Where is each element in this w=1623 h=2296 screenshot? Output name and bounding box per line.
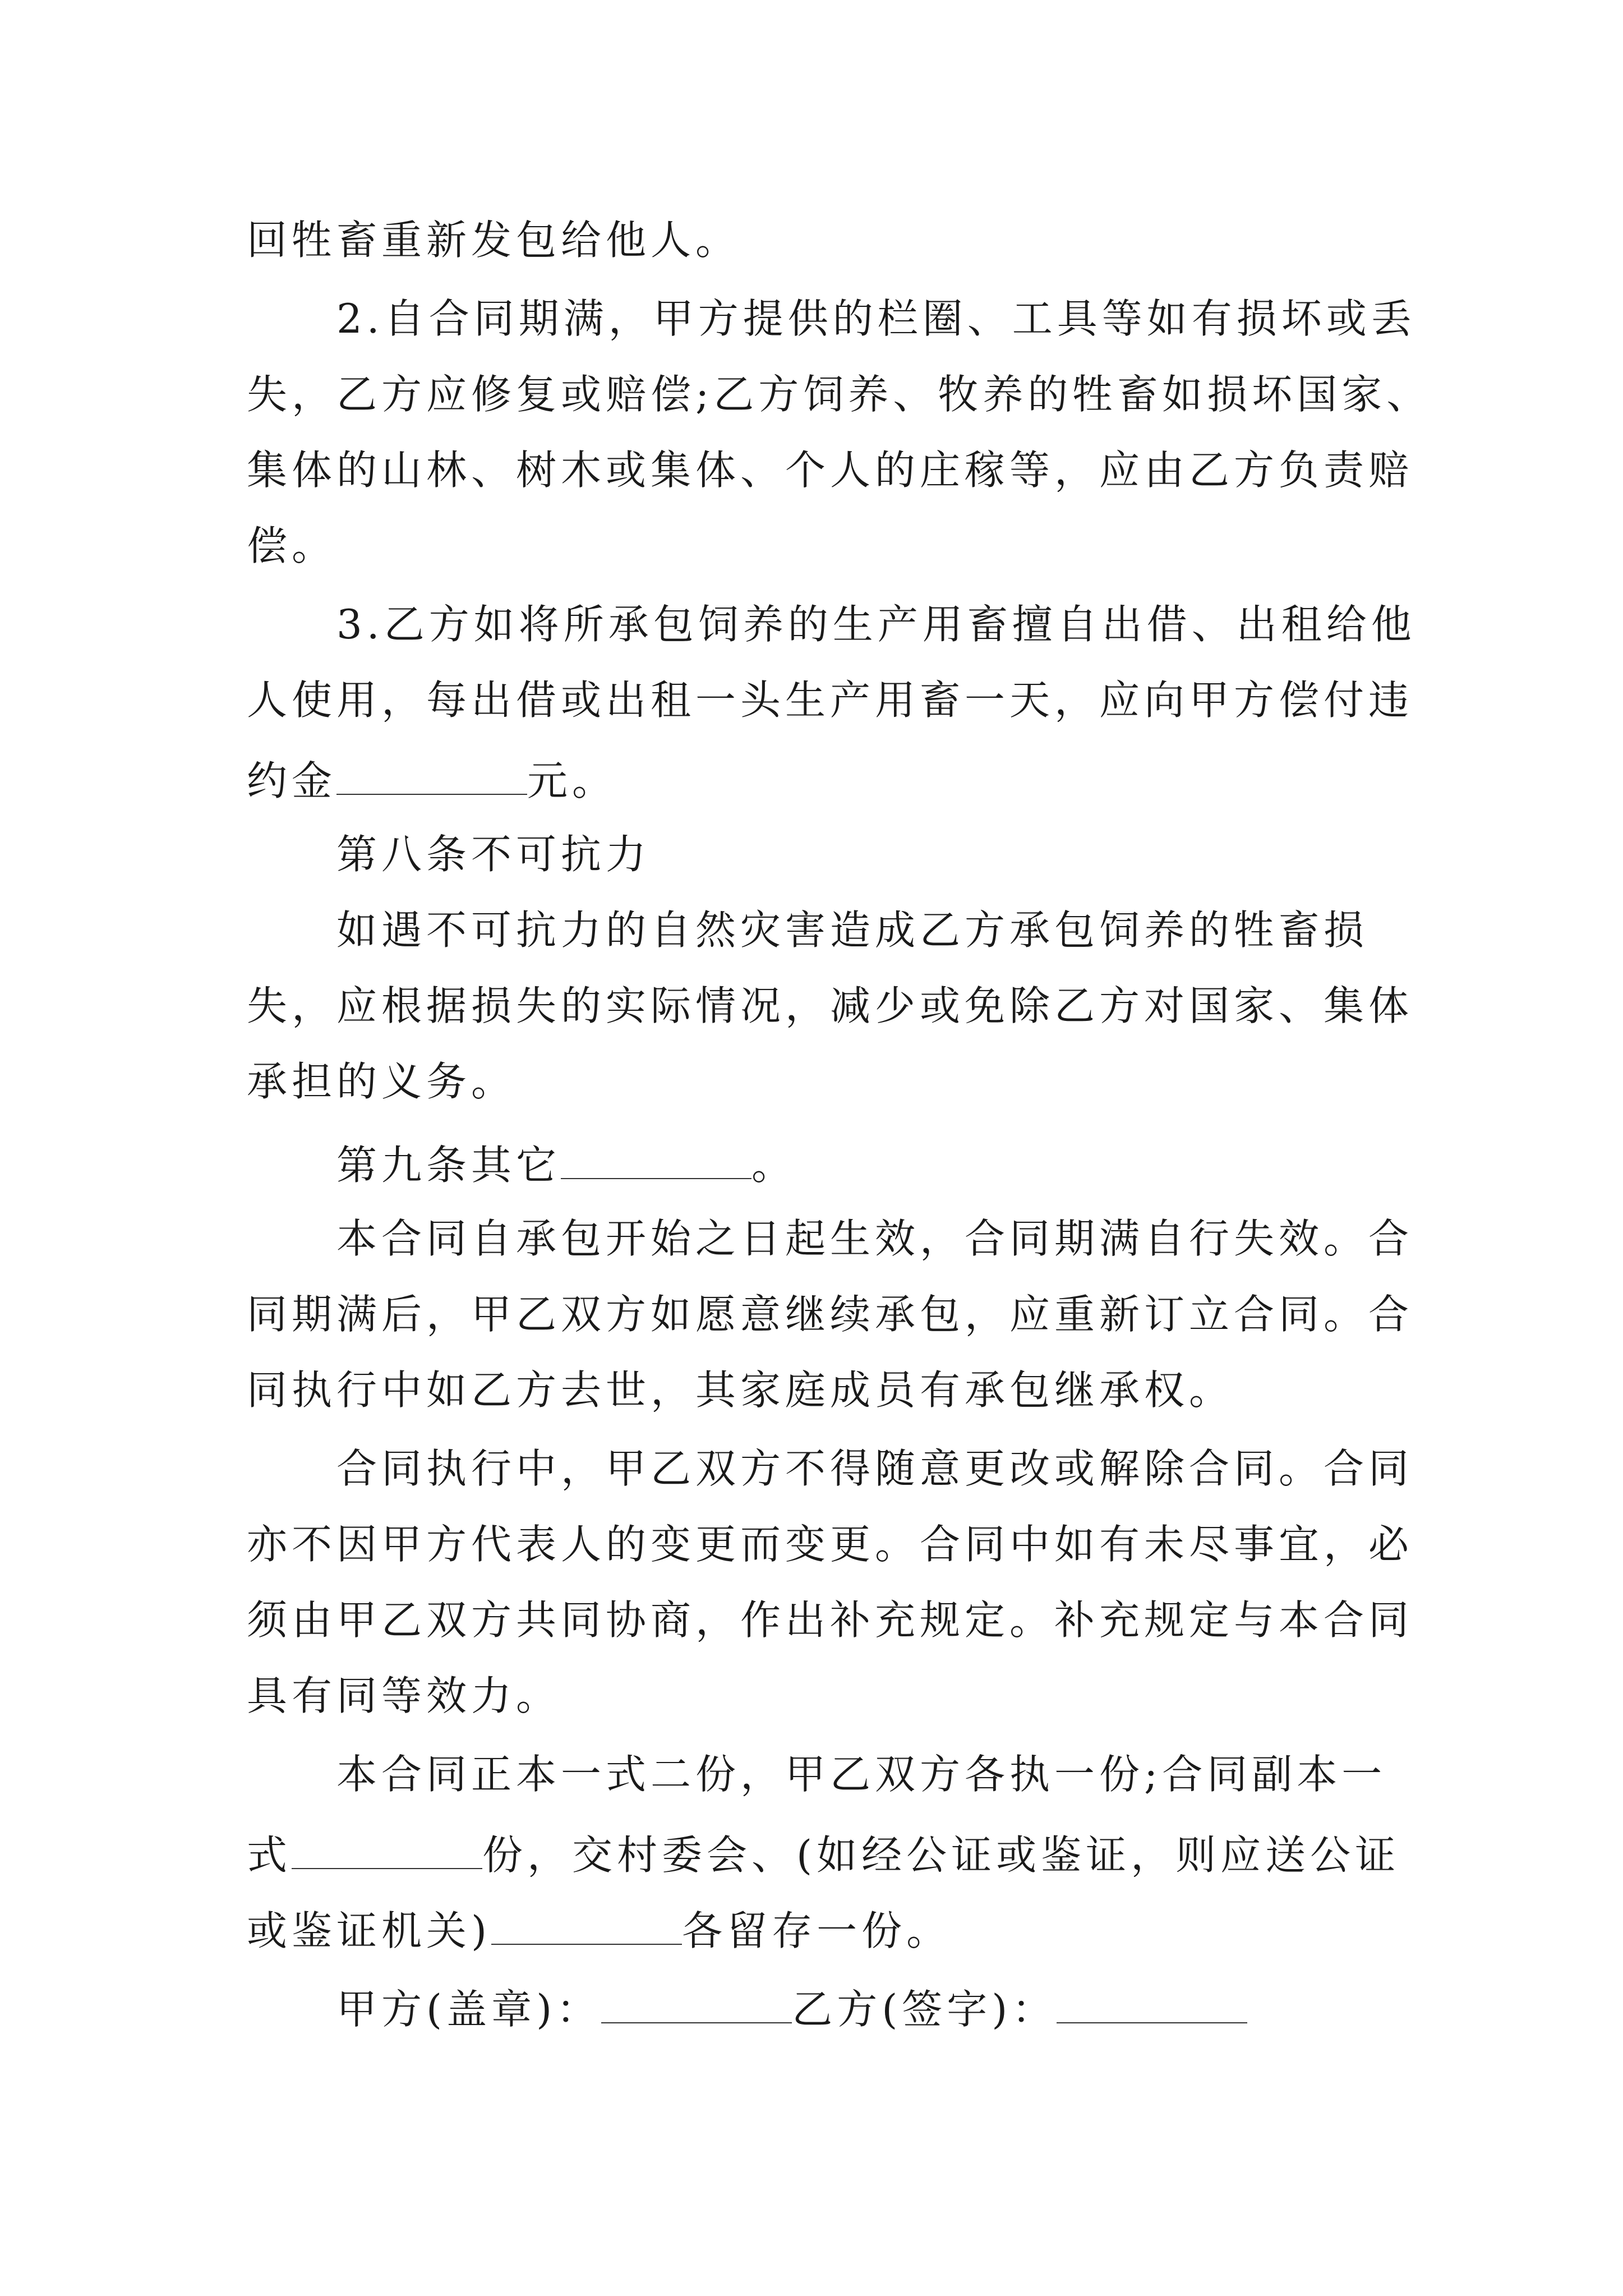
- paragraph-line: [247, 367, 1431, 429]
- paragraph-line: [247, 1287, 1413, 1349]
- text-line: 亦不因甲方代表人的变更而变更。合同中如有未尽事宜，必: [247, 1521, 1414, 1568]
- party-a-label: 甲方(盖章)：: [336, 1986, 602, 2033]
- text-line: 人使用，每出借或出租一头生产用畜一天，应向甲方偿付违: [247, 677, 1414, 724]
- fill-in-blank[interactable]: [561, 1133, 751, 1179]
- text-line: 约金: [247, 757, 337, 804]
- paragraph-line: [336, 292, 1416, 353]
- fill-in-blank[interactable]: [491, 1899, 682, 1945]
- text-line: 。: [751, 1142, 797, 1189]
- paragraph-line: [247, 1517, 1413, 1579]
- text-line: 回牲畜重新发包给他人。: [247, 217, 741, 264]
- text-line: 具有同等效力。: [247, 1672, 561, 1719]
- paragraph-line: [247, 1669, 561, 1731]
- paragraph-line: [247, 673, 1413, 735]
- text-line: 3.乙方如将所承包饲养的生产用畜擅自出借、出租给他: [336, 601, 1416, 648]
- section-heading: [336, 1133, 796, 1195]
- text-line: 或鉴证机关): [247, 1907, 492, 1954]
- text-line: 同执行中如乙方去世，其家庭成员有承包继承权。: [247, 1366, 1234, 1414]
- paragraph-line: [247, 443, 1413, 505]
- text-line: 须由甲乙双方共同协商，作出补充规定。补充规定与本合同: [247, 1596, 1414, 1644]
- text-line: 偿。: [247, 522, 337, 569]
- text-line: 合同执行中，甲乙双方不得随意更改或解除合同。合同: [336, 1445, 1414, 1492]
- fill-in-blank[interactable]: [336, 749, 527, 795]
- text-line: 本合同自承包开始之日起生效，合同期满自行失效。合: [336, 1215, 1414, 1262]
- paragraph-line: [247, 749, 617, 811]
- paragraph-line: [247, 1899, 951, 1961]
- paragraph-line: [247, 1363, 1234, 1425]
- text-line: 同期满后，甲乙双方如愿意继续承包，应重新订立合同。合: [247, 1291, 1414, 1338]
- paragraph-line: [336, 1212, 1413, 1273]
- paragraph-line: [336, 1442, 1413, 1503]
- paragraph-line: [336, 1747, 1386, 1809]
- section-heading: [336, 827, 651, 889]
- fill-in-blank[interactable]: [292, 1823, 482, 1869]
- signature-line: [336, 1977, 1247, 2039]
- paragraph-line: [247, 1823, 1400, 1885]
- paragraph-line: [247, 1593, 1413, 1655]
- party-b-signature-blank[interactable]: [1057, 1977, 1247, 2023]
- text-line: 第八条不可抗力: [336, 831, 651, 878]
- text-line: 元。: [527, 757, 617, 804]
- paragraph-line: [336, 903, 1368, 965]
- text-line: 如遇不可抗力的自然灾害造成乙方承包饲养的牲畜损: [336, 907, 1369, 954]
- party-a-signature-blank[interactable]: [601, 1977, 792, 2023]
- text-line: 集体的山林、树木或集体、个人的庄稼等，应由乙方负责赔: [247, 447, 1414, 494]
- text-line: 承担的义务。: [247, 1058, 517, 1105]
- paragraph-line: [247, 213, 740, 275]
- paragraph-line: [247, 1055, 516, 1116]
- paragraph-line: [247, 979, 1413, 1041]
- text-line: 本合同正本一式二份，甲乙双方各执一份;合同副本一: [336, 1751, 1387, 1798]
- text-line: 2.自合同期满，甲方提供的栏圈、工具等如有损坏或丢: [336, 295, 1416, 342]
- paragraph-line: [247, 519, 336, 581]
- text-line: 失，应根据损失的实际情况，减少或免除乙方对国家、集体: [247, 982, 1414, 1029]
- text-line: 失，乙方应修复或赔偿;乙方饲养、牧养的牲畜如损坏国家、: [247, 371, 1432, 418]
- paragraph-line: [336, 597, 1416, 659]
- text-line: 第九条其它: [336, 1142, 561, 1189]
- text-line: 各留存一份。: [682, 1907, 952, 1954]
- text-line: 份，交村委会、(如经公证或鉴证，则应送公证: [482, 1832, 1400, 1879]
- party-b-label: 乙方(签字)：: [792, 1986, 1057, 2033]
- text-line: 式: [247, 1832, 292, 1879]
